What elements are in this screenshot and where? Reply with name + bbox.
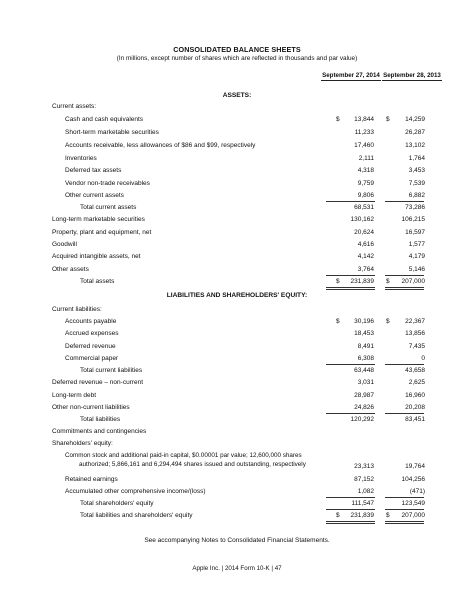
row-label: Total assets: [80, 278, 115, 285]
table-row: [0, 341, 474, 352]
row-label: Vendor non-trade receivables: [65, 180, 150, 187]
row-label: Commitments and contingencies: [52, 428, 147, 435]
table-row: [0, 251, 474, 262]
value-2014: 6,308: [357, 355, 374, 362]
value-2014: 30,196: [354, 318, 374, 325]
row-label: Deferred tax assets: [65, 167, 122, 174]
table-row: [0, 438, 474, 449]
row-label: Cash and cash equivalents: [65, 116, 144, 123]
table-row: [0, 153, 474, 164]
value-2014: 231,839: [350, 278, 374, 285]
row-label: Long-term marketable securities: [52, 216, 145, 223]
value-2014: 130,162: [350, 216, 374, 223]
currency-symbol: $: [336, 512, 340, 519]
table-row: [0, 165, 474, 176]
value-2013: 43,658: [405, 367, 425, 374]
row-label: Other non-current liabilities: [52, 404, 130, 411]
column-header-2014: September 27, 2014: [321, 72, 381, 81]
value-2013: 73,286: [405, 204, 425, 211]
document-title: CONSOLIDATED BALANCE SHEETS: [173, 45, 301, 54]
row-label: Total current liabilities: [80, 367, 143, 374]
value-2014: 4,616: [357, 241, 374, 248]
table-row: [0, 377, 474, 388]
table-row: [0, 101, 474, 112]
row-label: Acquired intangible assets, net: [52, 253, 141, 260]
value-2014: 11,233: [354, 129, 374, 136]
row-label: Deferred revenue – non-current: [52, 379, 144, 386]
total-rule: [326, 523, 375, 524]
value-2013: 207,000: [401, 278, 425, 285]
row-label: Long-term debt: [52, 392, 97, 399]
value-2013: 2,625: [408, 379, 425, 386]
value-2013: 6,882: [408, 192, 425, 199]
value-2013: 123,549: [401, 500, 425, 507]
value-2013: 20,208: [405, 404, 425, 411]
currency-symbol: $: [386, 512, 390, 519]
row-label: Accounts payable: [65, 318, 117, 325]
table-row: [0, 202, 474, 213]
table-row: [0, 140, 474, 151]
value-2014: 9,806: [357, 192, 374, 199]
value-2013: 83,451: [405, 416, 425, 423]
value-2013: 13,102: [405, 142, 425, 149]
table-row: [0, 127, 474, 138]
value-2014: 231,839: [350, 512, 374, 519]
table-row: [0, 190, 474, 201]
table-row: [0, 178, 474, 189]
row-label: Deferred revenue: [65, 343, 116, 350]
value-2014: 120,292: [350, 416, 374, 423]
value-2013: 13,856: [405, 330, 425, 337]
row-label: Inventories: [65, 155, 97, 162]
value-2013: 207,000: [401, 512, 425, 519]
value-2014: 13,844: [354, 116, 374, 123]
table-row: [0, 498, 474, 509]
value-2013: 3,453: [408, 167, 425, 174]
value-2014: 8,491: [357, 343, 374, 350]
table-row: [0, 316, 474, 327]
table-row: [0, 474, 474, 485]
total-rule: [385, 521, 424, 522]
row-label: Total liabilities: [80, 416, 121, 423]
value-2013: 26,287: [405, 129, 425, 136]
value-2014: 3,764: [357, 266, 374, 273]
section-heading-liabilities: LIABILITIES AND SHAREHOLDERS' EQUITY:: [166, 292, 308, 299]
value-2013: 106,215: [401, 216, 425, 223]
page-footer: Apple Inc. | 2014 Form 10-K | 47: [192, 565, 282, 572]
value-2014: 87,152: [354, 476, 374, 483]
value-2014: 17,460: [354, 142, 374, 149]
value-2013: 1,577: [408, 241, 425, 248]
row-label: Total liabilities and shareholders' equity: [80, 512, 193, 519]
row-label: Commercial paper: [65, 355, 119, 362]
currency-symbol: $: [386, 318, 390, 325]
row-label: Current liabilities:: [52, 306, 102, 313]
table-row: [0, 114, 474, 125]
common-stock-line: Common stock and additional paid-in capital, $0.00001 par value; 12,600,000 shares: [65, 452, 302, 459]
table-row: [0, 328, 474, 339]
row-label: Total current assets: [80, 204, 137, 211]
value-2014: 18,453: [354, 330, 374, 337]
currency-symbol: $: [386, 116, 390, 123]
row-label: Retained earnings: [65, 476, 118, 483]
row-label: Shareholders' equity:: [52, 440, 113, 447]
table-row: [0, 214, 474, 225]
value-2014: 3,031: [357, 379, 374, 386]
total-rule: [385, 289, 424, 290]
table-row: [0, 461, 474, 472]
total-rule: [385, 287, 424, 288]
footnote: See accompanying Notes to Consolidated Financial Statements.: [144, 537, 330, 544]
value-2013: 0: [421, 355, 425, 362]
total-rule: [326, 289, 375, 290]
table-row: [0, 510, 474, 521]
value-2014: 9,759: [357, 180, 374, 187]
currency-symbol: $: [386, 278, 390, 285]
row-label: Short-term marketable securities: [65, 129, 159, 136]
value-2013: 7,435: [408, 343, 425, 350]
row-label: Other assets: [52, 266, 89, 273]
row-label: Current assets:: [52, 103, 97, 110]
row-label: Accumulated other comprehensive income/(loss): [65, 488, 206, 495]
currency-symbol: $: [336, 278, 340, 285]
value-2014: 63,448: [354, 367, 374, 374]
value-2013: (471): [409, 488, 425, 495]
table-row: [0, 276, 474, 287]
document-subtitle: (In millions, except number of shares which are reflected in thousands and par value): [116, 55, 358, 62]
table-row: [0, 227, 474, 238]
value-2013: 104,256: [401, 476, 425, 483]
common-stock-line: authorized; 5,866,161 and 6,294,494 shares issued and outstanding, respectively: [79, 461, 306, 468]
value-2013: 22,367: [405, 318, 425, 325]
table-row: [0, 390, 474, 401]
value-2013: 14,259: [405, 116, 425, 123]
value-2014: 68,531: [354, 204, 374, 211]
value-2014: 111,547: [351, 500, 374, 507]
value-2014: 24,826: [354, 404, 374, 411]
value-2013: 4,179: [408, 253, 425, 260]
value-2013: 5,146: [408, 266, 425, 273]
value-2013: 16,597: [405, 229, 425, 236]
total-rule: [326, 521, 375, 522]
table-row: [0, 402, 474, 413]
table-row: [0, 304, 474, 315]
row-label: Goodwill: [52, 241, 77, 248]
table-row: [0, 414, 474, 425]
currency-symbol: $: [336, 116, 340, 123]
row-label: Total shareholders' equity: [80, 500, 154, 507]
value-2013: 16,960: [405, 392, 425, 399]
value-2013: 1,764: [408, 155, 425, 162]
table-row: [0, 353, 474, 364]
value-2014: 1,082: [357, 488, 374, 495]
currency-symbol: $: [336, 318, 340, 325]
row-label: Accrued expenses: [65, 330, 119, 337]
row-label: Property, plant and equipment, net: [52, 229, 152, 236]
value-2014: 20,624: [354, 229, 374, 236]
value-2013: 19,764: [405, 463, 425, 470]
total-rule: [326, 287, 375, 288]
table-row: [0, 239, 474, 250]
table-row: [0, 264, 474, 275]
value-2014: 23,313: [354, 463, 374, 470]
value-2014: 4,142: [357, 253, 374, 260]
total-rule: [385, 523, 424, 524]
table-row: [0, 426, 474, 437]
row-label: Accounts receivable, less allowances of $86 and $99, respectively: [65, 142, 256, 149]
table-row: [0, 486, 474, 497]
row-label: Other current assets: [65, 192, 124, 199]
value-2014: 28,987: [354, 392, 374, 399]
section-heading-assets: ASSETS:: [222, 92, 252, 99]
value-2013: 7,539: [408, 180, 425, 187]
table-row: [0, 365, 474, 376]
column-header-2013: September 28, 2013: [382, 72, 442, 81]
value-2014: 4,318: [357, 167, 374, 174]
value-2014: 2,111: [358, 155, 374, 162]
